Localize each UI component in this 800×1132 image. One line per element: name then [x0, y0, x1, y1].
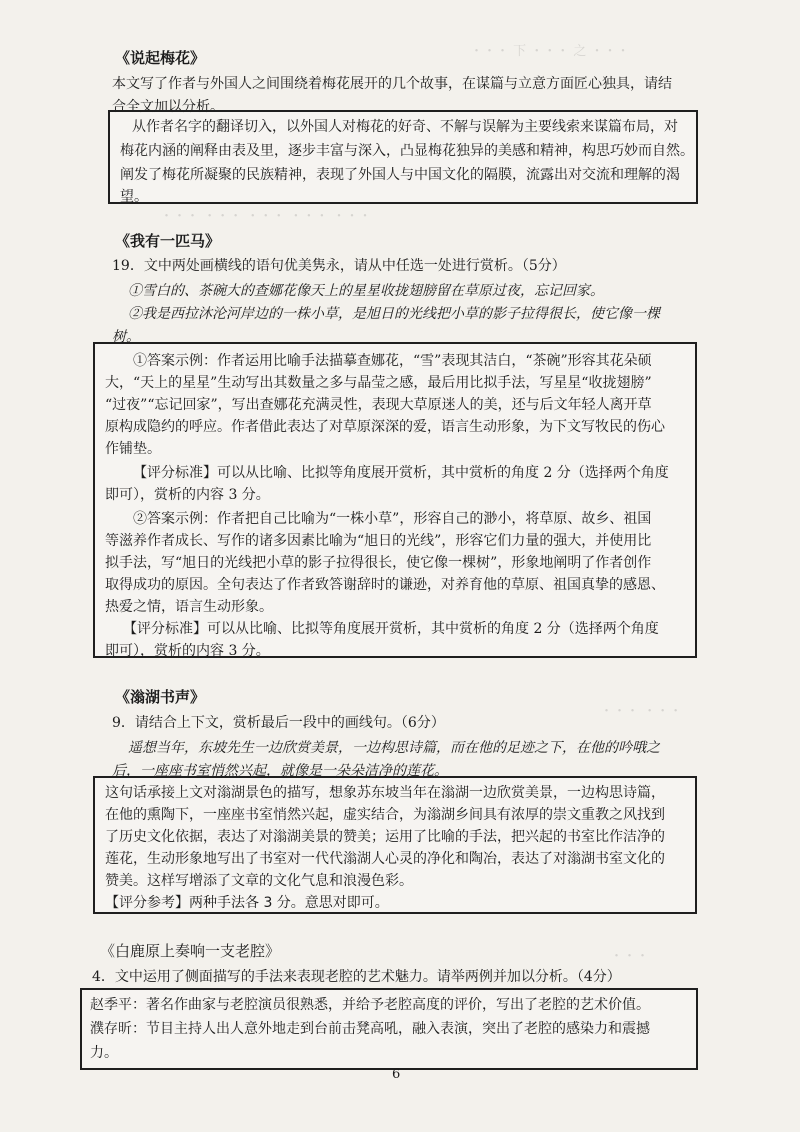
scoring-line: 【评分标准】可以从比喻、比拟等角度展开赏析，其中赏析的角度 2 分（选择两个角度 [133, 465, 669, 481]
quote-line: 遥想当年，东坡先生一边欣赏美景，一边构思诗篇，而在他的足迹之下，在他的吟哦之 [128, 740, 660, 756]
page-number: 6 [392, 1067, 401, 1082]
quote-line: ②我是西拉沐沦河岸边的一株小草，是旭日的光线把小草的影子拉得很长，使它像一棵 [128, 306, 660, 322]
answer-box-meihua [108, 110, 698, 204]
answer-line: 大，“天上的星星”生动写出其数量之多与晶莹之感，最后用比拟手法，写星星“收拢翅膀” [105, 375, 652, 391]
bleed-through-text: ・・・ 下 ・・・ 之 ・・・ [470, 44, 630, 59]
bleed-through-text: ・・・ ・・・ [600, 704, 683, 719]
section-title-shusheng: 《滃湖书声》 [115, 688, 206, 706]
question-line: 19．文中两处画横线的语句优美隽永，请从中任选一处进行赏析。（5分） [112, 258, 566, 274]
section-title-meihua: 《说起梅花》 [115, 49, 206, 67]
answer-line: 从作者名字的翻译切入，以外国人对梅花的好奇、不解与误解为主要线索来谋篇布局，对 [132, 119, 678, 135]
answer-line: 梅花内涵的阐释由表及里，逐步丰富与深入，凸显梅花独异的美感和精神，构思巧妙而自然。 [120, 143, 694, 159]
prompt-line: 本文写了作者与外国人之间围绕着梅花展开的几个故事，在谋篇与立意方面匠心独具，请结 [112, 76, 672, 92]
answer-line: 力。 [90, 1045, 118, 1061]
prompt-line: 合全文加以分析。 [112, 99, 224, 115]
bleed-through-text: ・・・ ・・・ ・・・ ・・・ ・・・ [160, 209, 372, 224]
scoring-line: 即可），赏析的内容 3 分。 [105, 487, 270, 503]
answer-line: ②答案示例：作者把自己比喻为“一株小草”，形容自己的渺小，将草原、故乡、祖国 [133, 511, 652, 527]
scoring-line: 【评分参考】两种手法各 3 分。意思对即可。 [105, 895, 389, 911]
quote-line: ①雪白的、茶碗大的查娜花像天上的星星收拢翅膀留在草原过夜，忘记回家。 [128, 283, 604, 299]
question-line: 4．文中运用了侧面描写的手法来表现老腔的艺术魅力。请举两例并加以分析。（4分） [92, 969, 621, 985]
answer-line: 濮存昕：节目主持人出人意外地走到台前击凳高吼，融入表演，突出了老腔的感染力和震撼 [90, 1021, 650, 1037]
answer-line: ①答案示例：作者运用比喻手法描摹查娜花，“雪”表现其洁白，“茶碗”形容其花朵硕 [133, 353, 652, 369]
answer-line: 赵季平：著名作曲家与老腔演员很熟悉，并给予老腔高度的评价，写出了老腔的艺术价值。 [90, 997, 650, 1013]
answer-line: 莲花，生动形象地写出了书室对一代代滃湖人心灵的净化和陶冶，表达了对滃湖书室文化的 [105, 851, 665, 867]
quote-line: 树。 [112, 329, 140, 345]
answer-box-shusheng [93, 776, 697, 914]
answer-line: 作铺垫。 [105, 441, 161, 457]
answer-line: “过夜”“忘记回家”，写出查娜花充满灵性，表现大草原迷人的美，还与后文年轻人离开草 [105, 397, 652, 413]
answer-line: 望。 [120, 189, 148, 205]
bleed-through-text: ・・・ [610, 949, 650, 964]
answer-line: 这句话承接上文对滃湖景色的描写，想象苏东坡当年在滃湖一边欣赏美景，一边构思诗篇， [105, 785, 665, 801]
scoring-line: 即可），赏析的内容 3 分。 [105, 643, 270, 659]
answer-line: 赞美。这样写增添了文章的文化气息和浪漫色彩。 [105, 873, 413, 889]
answer-line: 原构成隐约的呼应。作者借此表达了对草原深深的爱，语言生动形象，为下文写牧民的伤心 [105, 419, 665, 435]
scoring-line: 【评分标准】可以从比喻、比拟等角度展开赏析，其中赏析的角度 2 分（选择两个角度 [123, 621, 659, 637]
answer-box-bailuyuan [80, 988, 698, 1070]
section-title-bailuyuan: 《白鹿原上奏响一支老腔》 [100, 942, 281, 960]
quote-line: 后，一座座书室悄然兴起，就像是一朵朵洁净的莲花。 [112, 763, 448, 779]
answer-line: 在他的熏陶下，一座座书室悄然兴起，虚实结合，为滃湖乡间具有浓厚的崇文重教之风找到 [105, 807, 665, 823]
answer-line: 取得成功的原因。全句表达了作者致答谢辞时的谦逊，对养育他的草原、祖国真挚的感恩、 [105, 577, 665, 593]
section-title-horse: 《我有一匹马》 [115, 232, 221, 250]
answer-line: 拟手法，写“旭日的光线把小草的影子拉得很长，使它像一棵树”，形象地阐明了作者创作 [105, 555, 652, 571]
answer-line: 了历史文化依据，表达了对滃湖美景的赞美；运用了比喻的手法，把兴起的书室比作洁净的 [105, 829, 665, 845]
answer-line: 等滋养作者成长、写作的诸多因素比喻为“旭日的光线”，形容它们力量的强大，并使用比 [105, 533, 652, 549]
answer-box-horse [93, 342, 697, 658]
answer-line: 阐发了梅花所凝聚的民族精神，表现了外国人与中国文化的隔膜，流露出对交流和理解的渴 [120, 167, 680, 183]
answer-line: 热爱之情，语言生动形象。 [105, 599, 273, 615]
question-line: 9．请结合上下文，赏析最后一段中的画线句。（6分） [112, 715, 445, 731]
